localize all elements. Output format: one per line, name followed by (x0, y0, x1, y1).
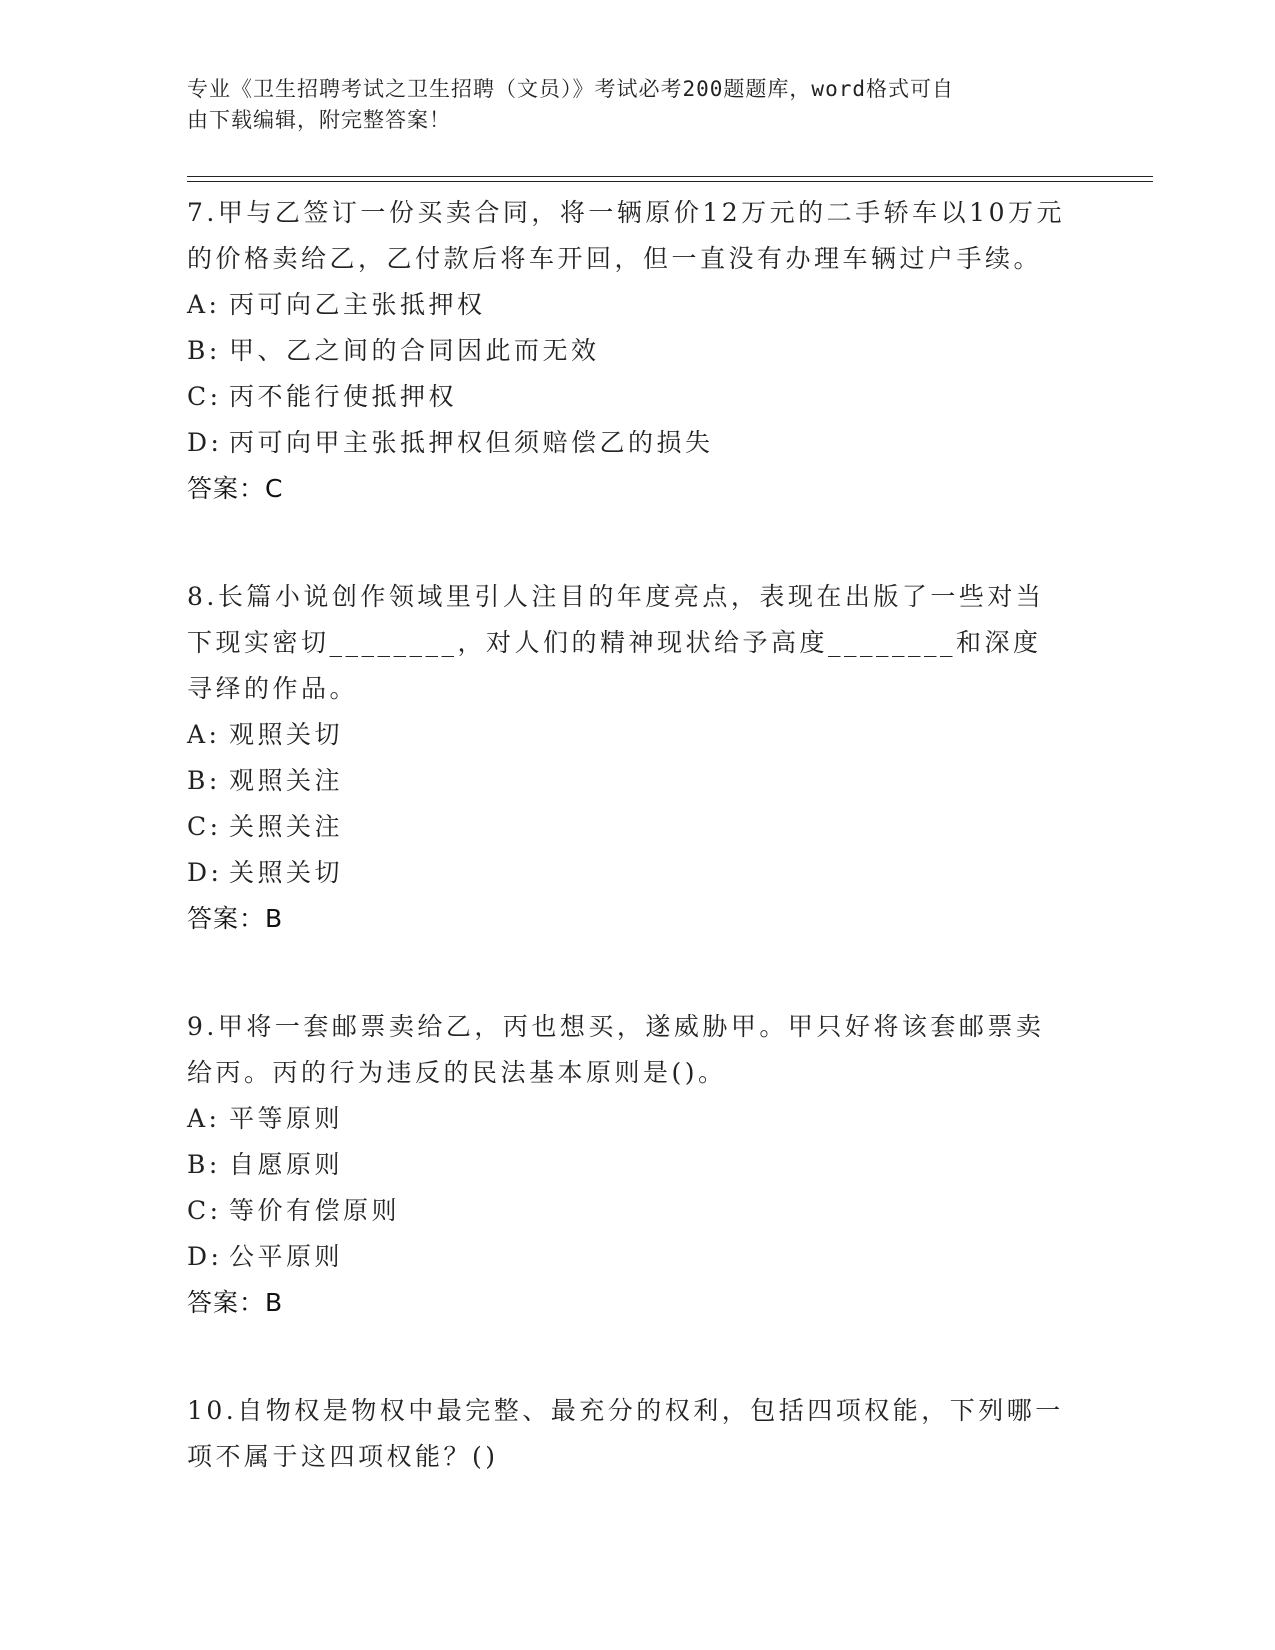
header-divider-bottom (187, 181, 1153, 182)
option-letter: D: (187, 1242, 223, 1271)
option-d (187, 1234, 1067, 1280)
option-b (187, 758, 1067, 804)
option-text: 平等原则 (229, 1104, 344, 1133)
option-text: 观照关注 (229, 766, 344, 795)
option-letter: B: (187, 336, 221, 365)
option-letter: C: (187, 382, 222, 411)
option-c (187, 804, 1067, 850)
option-text: 丙可向乙主张抵押权 (229, 290, 486, 319)
option-letter: C: (187, 1196, 222, 1225)
question-7 (187, 190, 1067, 512)
option-letter: A: (187, 1104, 221, 1133)
option-text: 观照关切 (229, 720, 344, 749)
option-d (187, 850, 1067, 896)
option-b (187, 328, 1067, 374)
option-a (187, 282, 1067, 328)
option-letter: D: (187, 858, 223, 887)
option-letter: C: (187, 812, 222, 841)
option-letter: D: (187, 428, 223, 457)
header-divider-top (187, 176, 1153, 177)
option-text: 自愿原则 (229, 1150, 344, 1179)
question-8 (187, 574, 1067, 942)
question-list (187, 190, 1067, 1480)
question-stem: 9.甲将一套邮票卖给乙，丙也想买，遂威胁甲。甲只好将该套邮票卖给丙。丙的行为违反的民法基本原则是()。 (187, 1012, 1045, 1087)
answer-line: 答案：B (187, 1288, 284, 1317)
option-letter: A: (187, 290, 221, 319)
question-spacer (187, 512, 1067, 574)
option-d (187, 420, 1067, 466)
option-a (187, 1096, 1067, 1142)
document-header (187, 74, 1067, 136)
option-letter: A: (187, 720, 221, 749)
question-10 (187, 1388, 1067, 1480)
option-letter: B: (187, 1150, 221, 1179)
option-c (187, 1188, 1067, 1234)
question-stem: 8.长篇小说创作领域里引人注目的年度亮点，表现在出版了一些对当下现实密切________，对人们的精神现状给予高度________和深度寻绎的作品。 (187, 582, 1045, 703)
option-text: 甲、乙之间的合同因此而无效 (229, 336, 600, 365)
question-stem: 7.甲与乙签订一份买卖合同，将一辆原价12万元的二手轿车以10万元的价格卖给乙，乙付款后将车开回，但一直没有办理车辆过户手续。 (187, 198, 1065, 273)
option-text: 公平原则 (229, 1242, 344, 1271)
header-line-2: 由下载编辑，附完整答案！ (187, 108, 451, 132)
question-9 (187, 1004, 1067, 1326)
answer-line: 答案：C (187, 474, 284, 503)
question-spacer (187, 1326, 1067, 1388)
option-letter: B: (187, 766, 221, 795)
header-line-1: 专业《卫生招聘考试之卫生招聘（文员）》考试必考200题题库，word格式可自 (187, 77, 954, 101)
answer-line: 答案：B (187, 904, 284, 933)
option-text: 丙可向甲主张抵押权但须赔偿乙的损失 (229, 428, 714, 457)
option-text: 关照关注 (229, 812, 344, 841)
question-stem: 10.自物权是物权中最完整、最充分的权利，包括四项权能，下列哪一项不属于这四项权能？() (187, 1396, 1064, 1471)
option-text: 丙不能行使抵押权 (229, 382, 458, 411)
option-text: 关照关切 (229, 858, 344, 887)
question-spacer (187, 942, 1067, 1004)
option-c (187, 374, 1067, 420)
option-b (187, 1142, 1067, 1188)
option-a (187, 712, 1067, 758)
option-text: 等价有偿原则 (229, 1196, 401, 1225)
